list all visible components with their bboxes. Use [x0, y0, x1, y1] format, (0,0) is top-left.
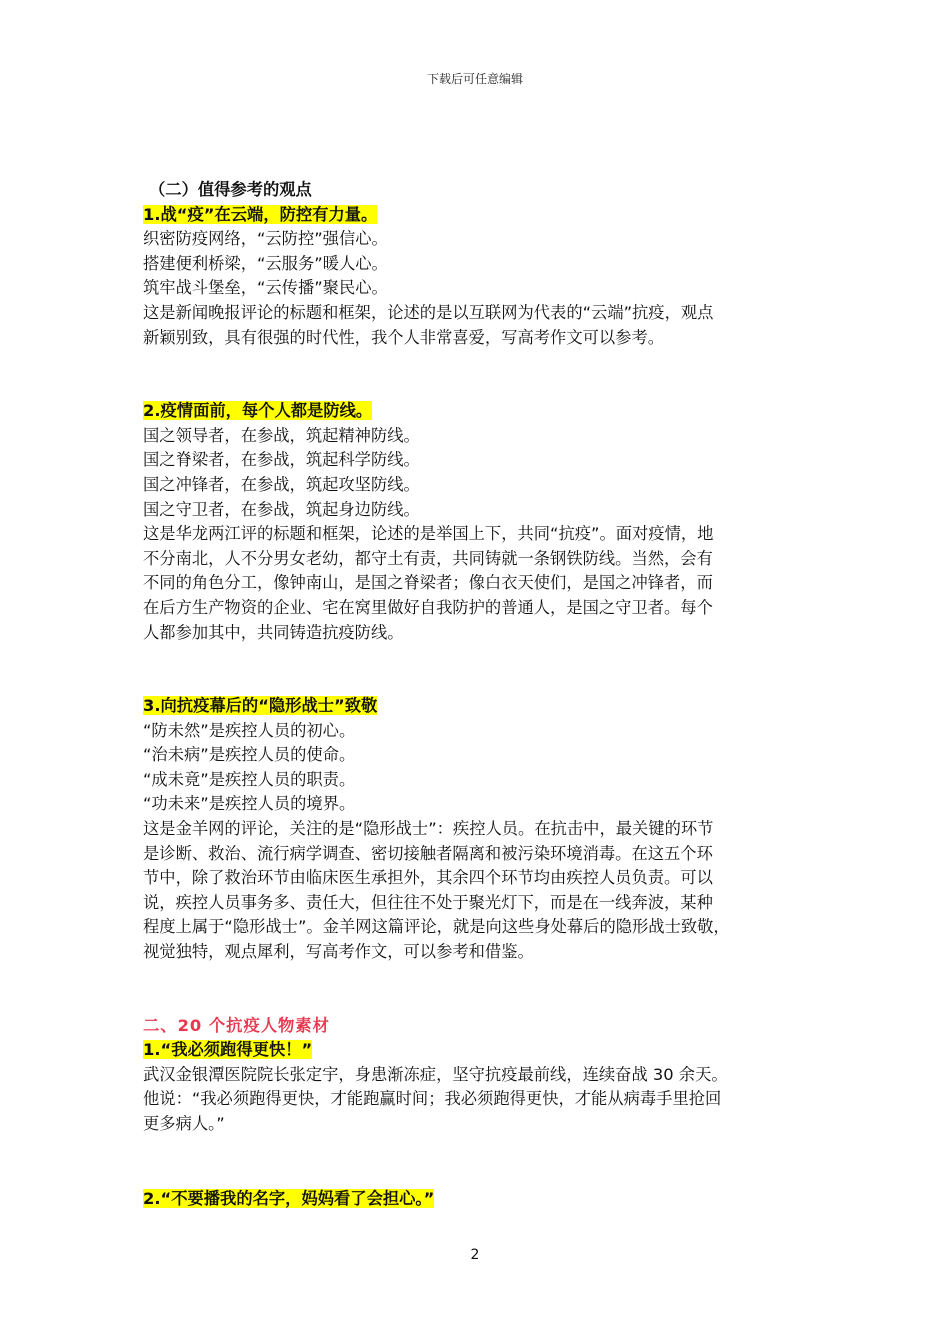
- body-line: 搭建便利桥梁，“云服务”暖人心。: [143, 253, 388, 273]
- body-line: 视觉独特，观点犀利，写高考作文，可以参考和借鉴。: [143, 942, 534, 962]
- spacer: [143, 1137, 823, 1187]
- highlighted-heading: 2.“不要播我的名字，妈妈看了会担心。”: [143, 1188, 435, 1208]
- body-line: 新颖别致，具有很强的时代性，我个人非常喜爱，写高考作文可以参考。: [143, 327, 665, 347]
- body-line: “功未来”是疾控人员的境界。: [143, 794, 356, 814]
- body-line: “治未病”是疾控人员的使命。: [143, 745, 356, 765]
- item-heading: [143, 1038, 823, 1063]
- page-number: 2: [470, 1247, 480, 1263]
- highlighted-heading: 2.疫情面前，每个人都是防线。: [143, 401, 373, 421]
- body-line: 是诊断、救治、流行病学调查、密切接触者隔离和被污染环境消毒。在这五个环: [143, 843, 713, 863]
- body-line: 程度上属于“隐形战士”。金羊网这篇评论，就是向这些身处幕后的隐形战士致敬，: [143, 917, 730, 937]
- section-title: 二、20 个抗疫人物素材: [143, 1015, 330, 1035]
- spacer: [143, 350, 823, 399]
- item-heading: [143, 1187, 823, 1212]
- body-line: 武汉金银潭医院院长张定宇，身患渐冻症，坚守抗疫最前线，连续奋战 30 余天。: [143, 1064, 728, 1084]
- body-line: 国之领导者，在参战，筑起精神防线。: [143, 425, 420, 445]
- body-line: 节中，除了救治环节由临床医生承担外，其余四个环节均由疾控人员负责。可以: [143, 868, 713, 888]
- body-line: 这是新闻晚报评论的标题和框架，论述的是以互联网为代表的“云端”抗疫，观点: [143, 302, 714, 322]
- body-line: 这是华龙两江评的标题和框架，论述的是举国上下，共同“抗疫”。面对疫情，地: [143, 524, 714, 544]
- body-line: 说，疾控人员事务多、责任大，但往往不处于聚光灯下，而是在一线奔波，某种: [143, 892, 713, 912]
- body-line: 不分南北，人不分男女老幼，都守土有责，共同铸就一条钢铁防线。当然，会有: [143, 548, 713, 568]
- body-line: “成未竟”是疾控人员的职责。: [143, 769, 356, 789]
- block-heading: [143, 399, 823, 424]
- body-line: 不同的角色分工，像钟南山，是国之脊梁者；像白衣天使们，是国之冲锋者，而: [143, 573, 713, 593]
- body-line: 更多病人。”: [143, 1114, 225, 1133]
- highlighted-heading: 1.战“疫”在云端，防控有力量。: [143, 204, 378, 224]
- block-heading: [143, 203, 823, 228]
- page-header: 下载后可任意编辑: [426, 72, 523, 86]
- body-line: 织密防疫网络，“云防控”强信心。: [143, 229, 388, 249]
- document-body: [143, 178, 823, 1211]
- body-line: 在后方生产物资的企业、宅在窝里做好自我防护的普通人，是国之守卫者。每个: [143, 597, 713, 617]
- body-line: “防未然”是疾控人员的初心。: [143, 720, 356, 740]
- body-line: 国之冲锋者，在参战，筑起攻坚防线。: [143, 474, 420, 494]
- highlighted-heading: 1.“我必须跑得更快！”: [143, 1040, 313, 1060]
- body-line: 他说：“我必须跑得更快，才能跑赢时间；我必须跑得更快，才能从病毒手里抢回: [143, 1089, 722, 1109]
- body-line: 人都参加其中，共同铸造抗疫防线。: [143, 622, 404, 642]
- body-line: 国之脊梁者，在参战，筑起科学防线。: [143, 450, 420, 470]
- body-line: 这是金羊网的评论，关注的是“隐形战士”：疾控人员。在抗击中，最关键的环节: [143, 819, 714, 839]
- block-heading: [143, 694, 823, 719]
- body-line: 筑牢战斗堡垒，“云传播”聚民心。: [143, 278, 388, 298]
- highlighted-heading: 3.向抗疫幕后的“隐形战士”致敬: [143, 696, 378, 716]
- spacer: [143, 965, 823, 1014]
- spacer: [143, 645, 823, 694]
- section-subtitle: （二）值得参考的观点: [149, 180, 312, 199]
- body-line: 国之守卫者，在参战，筑起身边防线。: [143, 499, 420, 519]
